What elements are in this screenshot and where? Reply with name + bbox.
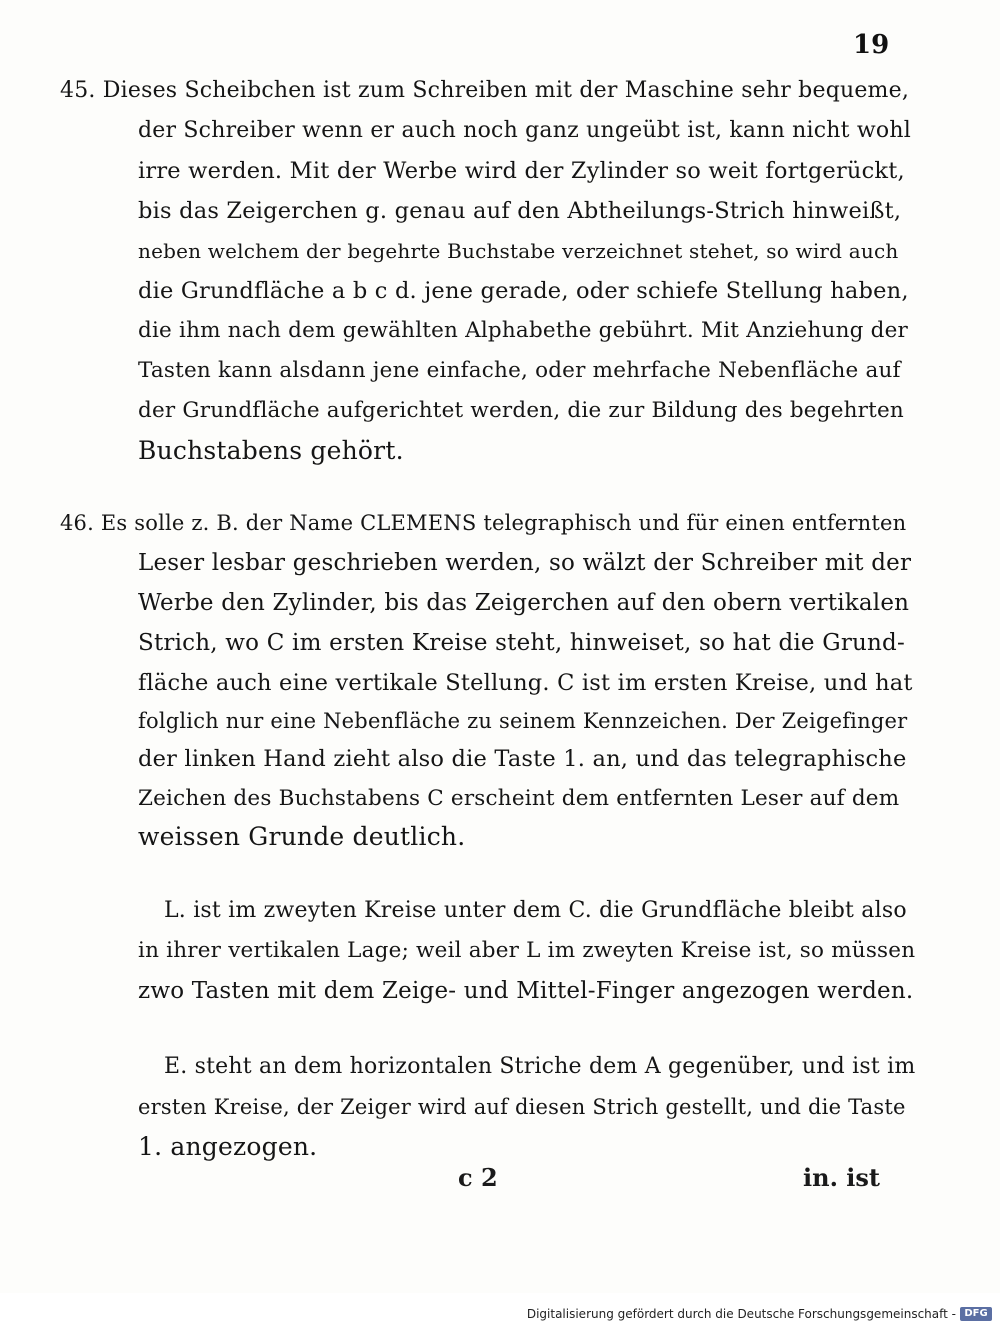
text-line: zwo Tasten mit dem Zeige- und Mittel-Finger angezogen werden. bbox=[138, 978, 914, 1004]
text-line: ersten Kreise, der Zeiger wird auf diesen Strich gestellt, und die Taste bbox=[138, 1095, 906, 1119]
text-line: Tasten kann alsdann jene einfache, oder mehrfache Nebenfläche auf bbox=[138, 358, 901, 383]
dfg-logo-icon: DFG bbox=[960, 1307, 992, 1321]
text-line: 46. Es solle z. B. der Name CLEMENS telegraphisch und für einen entfernten bbox=[60, 511, 907, 535]
text-line: irre werden. Mit der Werbe wird der Zylinder so weit fortgerückt, bbox=[138, 158, 905, 184]
text-line: Werbe den Zylinder, bis das Zeigerchen auf den obern vertikalen bbox=[138, 590, 910, 616]
text-line: die Grundfläche a b c d. jene gerade, oder schiefe Stellung haben, bbox=[138, 278, 909, 304]
text-line: die ihm nach dem gewählten Alphabethe gebührt. Mit Anziehung der bbox=[138, 318, 908, 343]
text-line: der Schreiber wenn er auch noch ganz ungeübt ist, kann nicht wohl bbox=[138, 118, 911, 143]
text-line: Leser lesbar geschrieben werden, so wälzt der Schreiber mit der bbox=[138, 550, 912, 576]
text-line: Buchstabens gehört. bbox=[138, 436, 404, 465]
text-line: fläche auch eine vertikale Stellung. C ist im ersten Kreise, und hat bbox=[138, 670, 913, 696]
footer-credit: Digitalisierung gefördert durch die Deutsche Forschungsgemeinschaft - bbox=[526, 1307, 956, 1321]
text-line: E. steht an dem horizontalen Striche dem A gegenüber, und ist im bbox=[164, 1054, 916, 1079]
text-line: der linken Hand zieht also die Taste 1. an, und das telegraphische bbox=[138, 746, 907, 772]
text-line: 1. angezogen. bbox=[138, 1132, 318, 1161]
page-number: 19 bbox=[853, 30, 890, 60]
text-line: 45. Dieses Scheibchen ist zum Schreiben mit der Maschine sehr bequeme, bbox=[60, 78, 910, 103]
footer bbox=[0, 1293, 1000, 1327]
text-line: bis das Zeigerchen g. genau auf den Abtheilungs-Strich hinweißt, bbox=[138, 198, 902, 224]
signature-mark: c 2 bbox=[458, 1163, 498, 1192]
text-line: weissen Grunde deutlich. bbox=[138, 822, 466, 851]
text-line: Zeichen des Buchstabens C erscheint dem entfernten Leser auf dem bbox=[138, 786, 900, 811]
text-line: neben welchem der begehrte Buchstabe verzeichnet stehet, so wird auch bbox=[138, 239, 899, 263]
text-line: folglich nur eine Nebenfläche zu seinem Kennzeichen. Der Zeigefinger bbox=[138, 709, 908, 733]
text-line: der Grundfläche aufgerichtet werden, die zur Bildung des begehrten bbox=[138, 398, 904, 423]
text-line: L. ist im zweyten Kreise unter dem C. die Grundfläche bleibt also bbox=[164, 898, 907, 923]
text-line: in ihrer vertikalen Lage; weil aber L im zweyten Kreise ist, so müssen bbox=[138, 938, 916, 963]
text-line: Strich, wo C im ersten Kreise steht, hinweiset, so hat die Grund- bbox=[138, 630, 905, 656]
catchword: in. ist bbox=[803, 1163, 880, 1192]
